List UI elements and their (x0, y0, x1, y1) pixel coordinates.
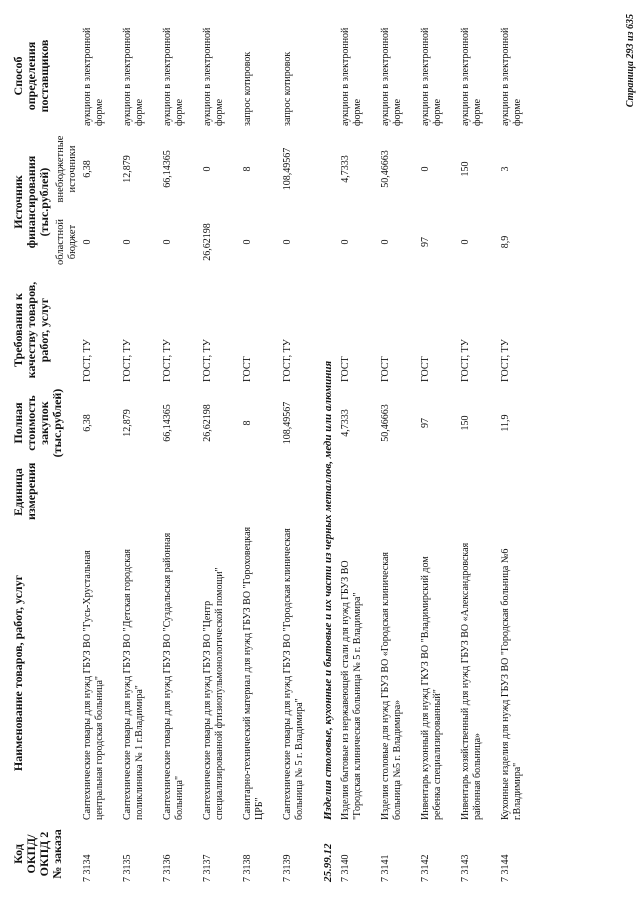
row-extra: 3 (500, 166, 511, 172)
section-code: 25.99.12 (322, 843, 334, 882)
row-name: Санитарно-технический материал для нужд ГБУЗ ВО "Гороховецкая ЦРБ" (242, 526, 265, 820)
row-num: 7 3136 (162, 854, 173, 882)
table-row (161, 23, 201, 885)
row-unit (241, 461, 281, 523)
row-name: Сантехнические товары для нужд ГБУЗ ВО "Центр специализированной фтизиопульмонологической помощи" (202, 567, 225, 820)
row-name: Сантехнические товары для нужд ГБУЗ ВО "Гусь-Хрустальная центральная городская больница" (82, 550, 105, 820)
row-budget: 8,9 (500, 235, 511, 249)
row-num: 7 3137 (202, 854, 213, 882)
row-budget: 0 (82, 239, 93, 245)
row-budget: 0 (340, 239, 351, 245)
row-cost: 6,38 (82, 414, 93, 432)
row-name: Сантехнические товары для нужд ГБУЗ ВО "Детская городская поликлиника № 1 г.Владимира" (122, 548, 145, 820)
row-budget: 0 (282, 239, 293, 245)
table-row (201, 23, 241, 885)
row-method: аукцион в электронной форме (82, 27, 105, 126)
row-extra: 8 (242, 166, 253, 172)
row-method: аукцион в электронной форме (380, 27, 403, 126)
row-method: аукцион в электронной форме (162, 27, 185, 126)
row-num: 7 3138 (242, 854, 253, 882)
row-method: аукцион в электронной форме (340, 27, 363, 126)
row-budget: 0 (460, 239, 471, 245)
table-row (459, 23, 499, 885)
row-extra: 50,46663 (380, 150, 391, 188)
row-method: аукцион в электронной форме (122, 27, 145, 126)
row-unit (459, 461, 499, 523)
header-method: Способ определения поставщиков (11, 39, 51, 113)
row-num: 7 3135 (122, 854, 133, 882)
row-req: ГОСТ (420, 356, 431, 382)
header-row (10, 23, 53, 885)
row-method: аукцион в электронной форме (202, 27, 225, 126)
row-req: ГОСТ, ТУ (460, 339, 471, 382)
row-unit (161, 461, 201, 523)
row-num: 7 3142 (420, 854, 431, 882)
row-cost: 50,46663 (380, 404, 391, 442)
row-num: 7 3144 (500, 854, 511, 882)
row-extra: 108,49567 (282, 147, 293, 191)
row-req: ГОСТ, ТУ (500, 339, 511, 382)
row-name: Изделия бытовые из нержавеющей стали для нужд ГБУЗ ВО "Городская клиническая больница № 5 г. Владимира" (340, 560, 363, 820)
row-cost: 8 (242, 420, 253, 426)
row-num: 7 3141 (380, 854, 391, 882)
header-sources: Источник финансирования (тыс.рублей) (11, 155, 51, 249)
row-extra: 66,14365 (162, 150, 173, 188)
table-row (281, 23, 321, 885)
page-number: Страница 293 из 635 (625, 14, 636, 108)
row-budget: 26,62198 (202, 223, 213, 261)
row-method: аукцион в электронной форме (420, 27, 443, 126)
row-unit (281, 461, 321, 523)
row-unit (499, 461, 539, 523)
section-title: Изделия столовые, кухонные и бытовые и их части из черных металлов, меди или алюминия (322, 360, 334, 820)
row-extra: 150 (460, 161, 471, 177)
row-method: аукцион в электронной форме (500, 27, 523, 126)
table-row (81, 23, 121, 885)
row-extra: 6,38 (82, 160, 93, 178)
row-unit (81, 461, 121, 523)
row-name: Изделия столовые для нужд ГБУЗ ВО «Городская клиническая больница №5 г. Владимира» (380, 552, 403, 820)
row-method: аукцион в электронной форме (460, 27, 483, 126)
table-row (339, 23, 379, 885)
row-cost: 97 (420, 418, 431, 428)
row-cost: 150 (460, 415, 471, 431)
row-num: 7 3139 (282, 854, 293, 882)
row-cost: 4,7333 (340, 409, 351, 437)
row-name: Кухонные изделия для нужд ГБУЗ ВО "Городская больница №6 г.Владимира" (500, 548, 523, 820)
row-cost: 66,14365 (162, 404, 173, 442)
row-unit (419, 461, 459, 523)
row-budget: 97 (420, 237, 431, 247)
header-name: Наименование товаров, работ, услуг (11, 574, 25, 772)
row-unit (339, 461, 379, 523)
row-name: Сантехнические товары для нужд ГБУЗ ВО "Городская клиническая больница № 5 г. Владимира" (282, 528, 305, 820)
header-unit: Единица измерения (11, 462, 38, 520)
row-name: Инвентарь хозяйственный для нужд ГБУЗ ВО «Александровская районная больница» (460, 542, 483, 820)
row-req: ГОСТ, ТУ (282, 339, 293, 382)
header-cost: Полная стоимость закупок (тыс.рублей) (11, 388, 64, 458)
row-cost: 11,9 (500, 414, 511, 432)
row-extra: 4,7333 (340, 155, 351, 183)
row-num: 7 3140 (340, 854, 351, 882)
row-req: ГОСТ (380, 356, 391, 382)
table-row (379, 23, 419, 885)
row-req: ГОСТ, ТУ (122, 339, 133, 382)
row-unit (201, 461, 241, 523)
row-num: 7 3134 (82, 854, 93, 882)
row-unit (379, 461, 419, 523)
row-req: ГОСТ (242, 356, 253, 382)
header-budget: областной бюджет (55, 219, 78, 265)
row-extra: 0 (420, 166, 431, 172)
header-code: Код ОКПД/ ОКПД 2 № заказа (11, 829, 64, 879)
row-req: ГОСТ, ТУ (162, 339, 173, 382)
row-cost: 12,879 (122, 409, 133, 437)
section-row (321, 23, 339, 885)
row-req: ГОСТ, ТУ (202, 339, 213, 382)
header-extra: внебюджетные источники (55, 135, 78, 203)
row-budget: 0 (380, 239, 391, 245)
row-num: 7 3143 (460, 854, 471, 882)
table-row (499, 23, 539, 885)
table-row (121, 23, 161, 885)
header-requirements: Требования к качеству товаров, работ, услуг (11, 281, 51, 379)
row-extra: 12,879 (122, 155, 133, 183)
row-req: ГОСТ, ТУ (82, 339, 93, 382)
row-budget: 0 (162, 239, 173, 245)
row-req: ГОСТ (340, 356, 351, 382)
table-row (241, 23, 281, 885)
row-method: запрос котировок (282, 51, 293, 126)
row-name: Сантехнические товары для нужд ГБУЗ ВО "Суздальская районная больница" (162, 532, 185, 820)
procurement-table (10, 23, 539, 885)
row-name: Инвентарь кухонный для нужд ГКУЗ ВО "Владимирский дом ребенка специализированный" (420, 556, 443, 820)
row-cost: 108,49567 (282, 401, 293, 445)
row-budget: 0 (122, 239, 133, 245)
row-extra: 0 (202, 166, 213, 172)
table-row (419, 23, 459, 885)
row-method: запрос котировок (242, 51, 253, 126)
row-cost: 26,62198 (202, 404, 213, 442)
row-unit (121, 461, 161, 523)
row-budget: 0 (242, 239, 253, 245)
